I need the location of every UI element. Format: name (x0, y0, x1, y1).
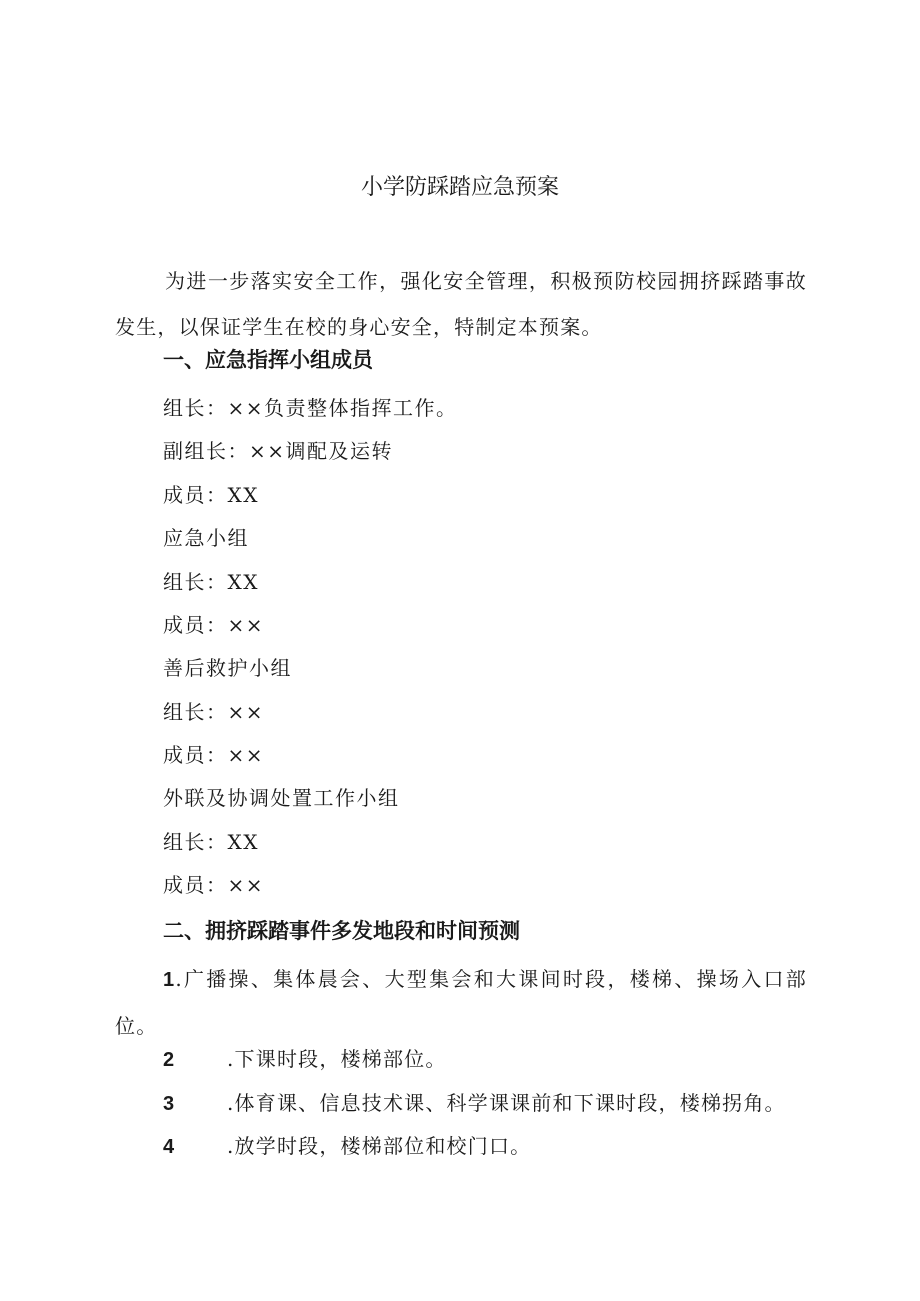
list-item (115, 956, 807, 1049)
list-item-number: 1 (163, 969, 176, 991)
list-item-text: .体育课、信息技术课、科学课课前和下课时段，楼梯拐角。 (227, 1091, 786, 1115)
document-title: 小学防踩踏应急预案 (360, 175, 559, 200)
group-name-line: 善后救护小组 (163, 656, 292, 680)
group-name-line: 应急小组 (163, 526, 249, 550)
member-line: 组长：XX (163, 830, 259, 854)
section-heading-2: 二、拥挤踩踏事件多发地段和时间预测 (163, 919, 520, 943)
intro-paragraph: 为进一步落实安全工作，强化安全管理，积极预防校园拥挤踩踏事故发生，以保证学生在校的身心安全，特制定本预案。 (115, 269, 807, 339)
member-line: 组长：××负责整体指挥工作。 (163, 396, 458, 420)
list-item-number: 3 (163, 1093, 176, 1115)
group-name-line: 外联及协调处置工作小组 (163, 786, 400, 810)
section-heading-1: 一、应急指挥小组成员 (163, 348, 373, 372)
list-item-text: .放学时段，楼梯部位和校门口。 (227, 1134, 532, 1158)
member-line: 组长：×× (163, 700, 265, 724)
member-line: 副组长：××调配及运转 (163, 439, 394, 463)
list-item-text: .广播操、集体晨会、大型集会和大课间时段，楼梯、操场入口部位。 (115, 967, 807, 1038)
list-item-number: 2 (163, 1049, 176, 1071)
list-item-text: .下课时段，楼梯部位。 (227, 1047, 447, 1071)
member-line: 成员：×× (163, 613, 265, 637)
member-line: 成员：XX (163, 483, 259, 507)
member-line: 成员：×× (163, 873, 265, 897)
list-item-number: 4 (163, 1136, 176, 1158)
member-line: 成员：×× (163, 743, 265, 767)
member-line: 组长：XX (163, 570, 259, 594)
list-item (163, 1130, 531, 1159)
list-item (163, 1087, 786, 1116)
list-item (163, 1043, 447, 1072)
